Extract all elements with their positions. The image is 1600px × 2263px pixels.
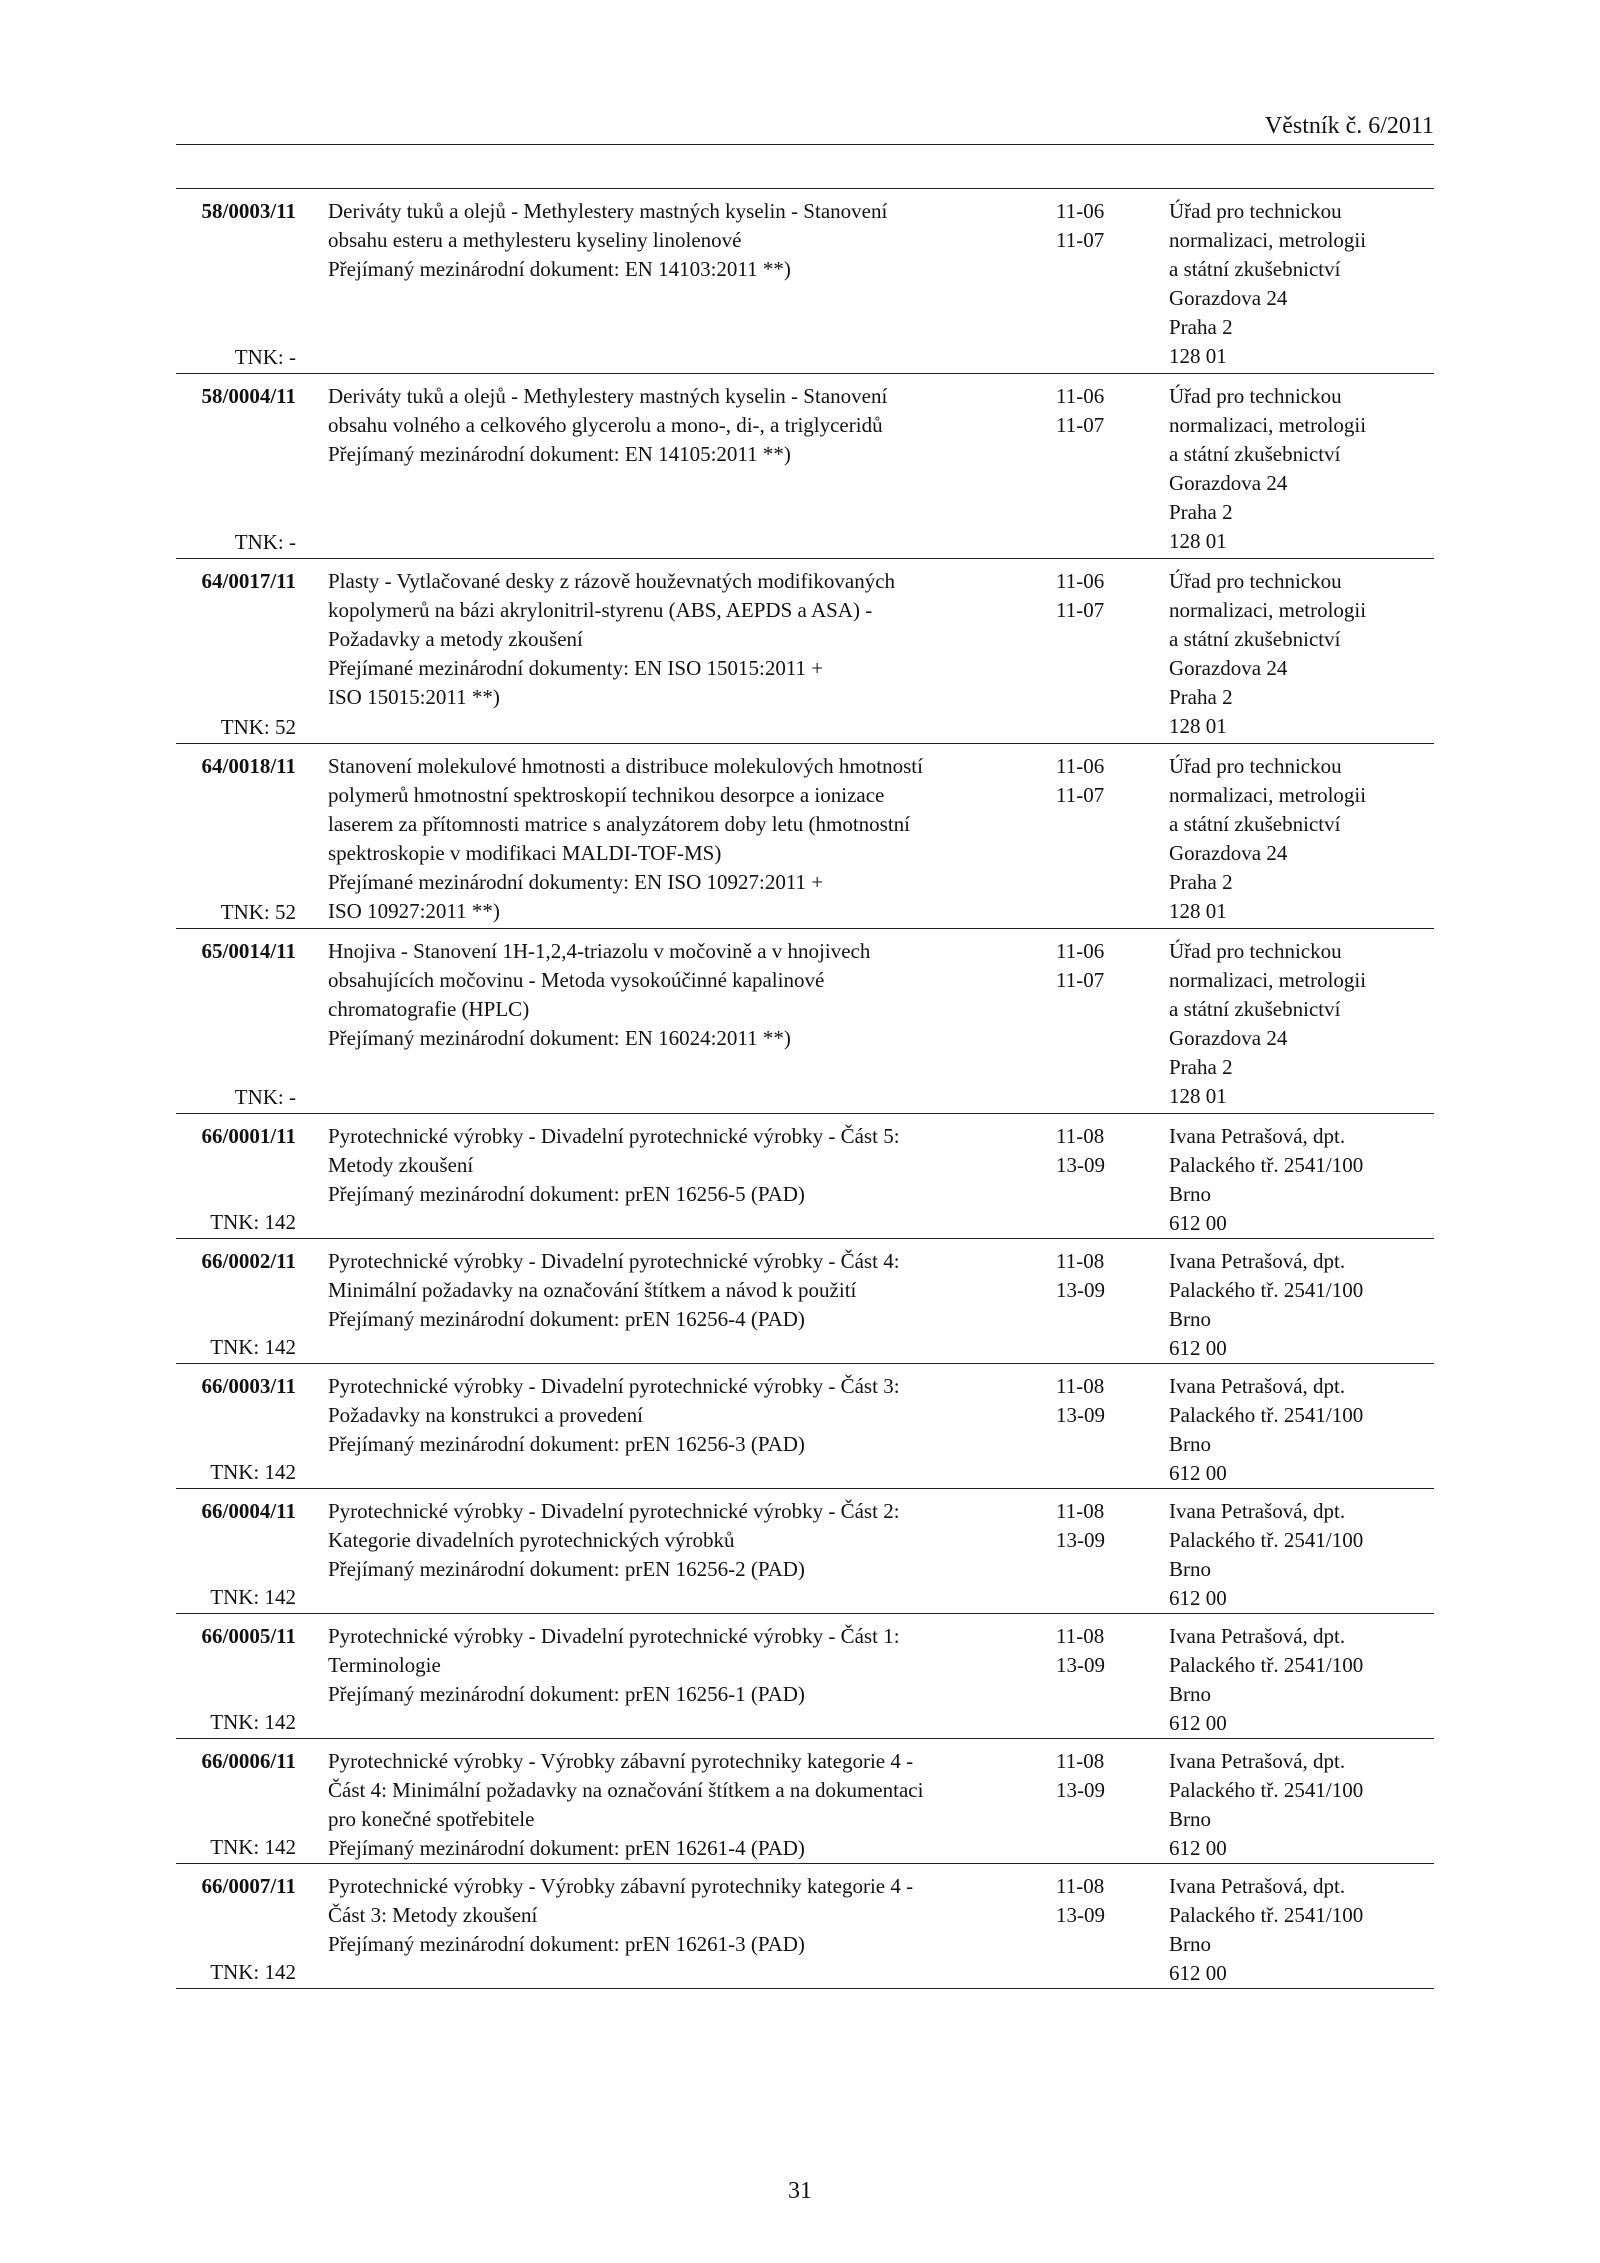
address-line: Brno	[1169, 1932, 1211, 1956]
description-line: Metody zkoušení	[328, 1153, 474, 1177]
address-line: 612 00	[1169, 1336, 1227, 1360]
description-line: Pyrotechnické výrobky - Výrobky zábavní pyrotechniky kategorie 4 -	[328, 1749, 914, 1773]
dates-column	[1056, 1872, 1136, 1930]
address-line: Gorazdova 24	[1169, 1026, 1288, 1050]
description-line: obsahu esteru a methylesteru kyseliny linolenové	[328, 228, 742, 252]
description-column	[328, 382, 1028, 469]
code-column	[176, 567, 296, 742]
dates-column	[1056, 1497, 1136, 1555]
address-line: Ivana Petrašová, dpt.	[1169, 1249, 1346, 1273]
description-line: obsahujících močovinu - Metoda vysokoúčinné kapalinové	[328, 968, 825, 992]
table-row	[176, 744, 1434, 929]
address-line: 128 01	[1169, 344, 1227, 368]
description-line: Přejímaný mezinárodní dokument: prEN 16256-4 (PAD)	[328, 1307, 805, 1331]
date-line: 11-08	[1056, 1124, 1105, 1148]
address-column	[1169, 1872, 1434, 1988]
dates-column	[1056, 567, 1136, 625]
address-line: Praha 2	[1169, 1055, 1233, 1079]
dates-column	[1056, 1622, 1136, 1680]
address-line: a státní zkušebnictví	[1169, 257, 1341, 281]
description-line: Přejímaný mezinárodní dokument: prEN 16256-1 (PAD)	[328, 1682, 805, 1706]
code-column	[176, 1872, 296, 1987]
standard-code: 66/0004/11	[201, 1499, 296, 1523]
date-line: 11-07	[1056, 413, 1105, 437]
date-line: 11-08	[1056, 1624, 1105, 1648]
tnk-label: TNK: 142	[210, 1835, 296, 1859]
address-line: 128 01	[1169, 899, 1227, 923]
dates-column	[1056, 937, 1136, 995]
address-line: 612 00	[1169, 1836, 1227, 1860]
description-line: Pyrotechnické výrobky - Divadelní pyrotechnické výrobky - Část 1:	[328, 1624, 900, 1648]
page-number: 31	[788, 2178, 812, 2204]
standard-code: 66/0007/11	[201, 1874, 296, 1898]
date-line: 11-06	[1056, 384, 1105, 408]
code-column	[176, 1372, 296, 1487]
description-line: Plasty - Vytlačované desky z rázově houževnatých modifikovaných	[328, 569, 896, 593]
tnk-label: TNK: 142	[210, 1960, 296, 1984]
dates-column	[1056, 752, 1136, 810]
bulletin-title: Věstník č. 6/2011	[1264, 113, 1434, 139]
description-column	[328, 197, 1028, 284]
description-line: chromatografie (HPLC)	[328, 997, 530, 1021]
address-line: Palackého tř. 2541/100	[1169, 1403, 1364, 1427]
date-line: 11-07	[1056, 598, 1105, 622]
description-line: Pyrotechnické výrobky - Divadelní pyrotechnické výrobky - Část 3:	[328, 1374, 900, 1398]
date-line: 13-09	[1056, 1403, 1105, 1427]
address-line: Brno	[1169, 1557, 1211, 1581]
date-line: 11-08	[1056, 1749, 1105, 1773]
description-line: Přejímaný mezinárodní dokument: prEN 16261-3 (PAD)	[328, 1932, 805, 1956]
address-line: normalizaci, metrologii	[1169, 598, 1367, 622]
address-line: a státní zkušebnictví	[1169, 812, 1341, 836]
description-line: Část 3: Metody zkoušení	[328, 1903, 538, 1927]
address-line: Ivana Petrašová, dpt.	[1169, 1499, 1346, 1523]
table-row	[176, 189, 1434, 374]
code-column	[176, 1122, 296, 1237]
address-line: Ivana Petrašová, dpt.	[1169, 1624, 1346, 1648]
address-line: Brno	[1169, 1307, 1211, 1331]
code-column	[176, 752, 296, 927]
address-line: Gorazdova 24	[1169, 471, 1288, 495]
address-line: Gorazdova 24	[1169, 841, 1288, 865]
address-column	[1169, 1247, 1434, 1363]
table-row	[176, 1114, 1434, 1239]
description-line: Přejímaný mezinárodní dokument: prEN 16256-3 (PAD)	[328, 1432, 805, 1456]
address-column	[1169, 937, 1434, 1111]
address-line: Úřad pro technickou	[1169, 384, 1342, 408]
standard-code: 66/0003/11	[201, 1374, 296, 1398]
address-line: normalizaci, metrologii	[1169, 968, 1367, 992]
date-line: 13-09	[1056, 1903, 1105, 1927]
date-line: 11-06	[1056, 939, 1105, 963]
date-line: 11-07	[1056, 783, 1105, 807]
standard-code: 66/0001/11	[201, 1124, 296, 1148]
description-line: Terminologie	[328, 1653, 441, 1677]
address-column	[1169, 1372, 1434, 1488]
description-line: laserem za přítomnosti matrice s analyzátorem doby letu (hmotnostní	[328, 812, 911, 836]
date-line: 11-06	[1056, 754, 1105, 778]
table-row	[176, 929, 1434, 1114]
table-row	[176, 1364, 1434, 1489]
address-line: 128 01	[1169, 1084, 1227, 1108]
description-column	[328, 1372, 1028, 1459]
standards-table	[176, 188, 1434, 1989]
address-column	[1169, 1747, 1434, 1863]
address-line: Úřad pro technickou	[1169, 199, 1342, 223]
address-line: 612 00	[1169, 1586, 1227, 1610]
description-line: Přejímaný mezinárodní dokument: EN 14103:2011 **)	[328, 257, 791, 281]
address-column	[1169, 752, 1434, 926]
address-column	[1169, 1497, 1434, 1613]
description-line: Přejímaný mezinárodní dokument: prEN 16261-4 (PAD)	[328, 1836, 805, 1860]
tnk-label: TNK: 142	[210, 1460, 296, 1484]
date-line: 13-09	[1056, 1653, 1105, 1677]
standard-code: 58/0004/11	[201, 384, 296, 408]
address-line: Praha 2	[1169, 500, 1233, 524]
description-column	[328, 567, 1028, 712]
date-line: 11-08	[1056, 1499, 1105, 1523]
description-column	[328, 1622, 1028, 1709]
code-column	[176, 937, 296, 1112]
description-line: Přejímané mezinárodní dokumenty: EN ISO 15015:2011 +	[328, 656, 824, 680]
address-line: Brno	[1169, 1432, 1211, 1456]
description-line: polymerů hmotnostní spektroskopií technikou desorpce a ionizace	[328, 783, 885, 807]
address-line: Praha 2	[1169, 685, 1233, 709]
description-column	[328, 1747, 1028, 1863]
description-line: Přejímaný mezinárodní dokument: prEN 16256-5 (PAD)	[328, 1182, 805, 1206]
tnk-label: TNK: 142	[210, 1335, 296, 1359]
address-line: Palackého tř. 2541/100	[1169, 1903, 1364, 1927]
address-column	[1169, 197, 1434, 371]
address-line: Úřad pro technickou	[1169, 939, 1342, 963]
address-line: normalizaci, metrologii	[1169, 783, 1367, 807]
description-column	[328, 937, 1028, 1053]
description-column	[328, 1122, 1028, 1209]
tnk-label: TNK: 52	[220, 900, 296, 924]
address-line: normalizaci, metrologii	[1169, 413, 1367, 437]
description-column	[328, 1872, 1028, 1959]
date-line: 11-06	[1056, 199, 1105, 223]
description-line: kopolymerů na bázi akrylonitril-styrenu (ABS, AEPDS a ASA) -	[328, 598, 873, 622]
address-line: 612 00	[1169, 1961, 1227, 1985]
address-line: Gorazdova 24	[1169, 286, 1288, 310]
table-row	[176, 1239, 1434, 1364]
tnk-label: TNK: 52	[220, 715, 296, 739]
table-row	[176, 1864, 1434, 1989]
description-line: Minimální požadavky na označování štítkem a návod k použití	[328, 1278, 857, 1302]
dates-column	[1056, 197, 1136, 255]
address-line: Ivana Petrašová, dpt.	[1169, 1124, 1346, 1148]
address-line: a státní zkušebnictví	[1169, 442, 1341, 466]
tnk-label: TNK: 142	[210, 1210, 296, 1234]
address-line: Ivana Petrašová, dpt.	[1169, 1374, 1346, 1398]
description-line: Požadavky a metody zkoušení	[328, 627, 583, 651]
table-row	[176, 374, 1434, 559]
address-line: Praha 2	[1169, 870, 1233, 894]
standard-code: 65/0014/11	[201, 939, 296, 963]
tnk-label: TNK: -	[234, 345, 296, 369]
table-row	[176, 1739, 1434, 1864]
address-column	[1169, 1122, 1434, 1238]
description-column	[328, 1247, 1028, 1334]
description-line: Deriváty tuků a olejů - Methylestery mastných kyselin - Stanovení	[328, 384, 888, 408]
code-column	[176, 197, 296, 372]
tnk-label: TNK: -	[234, 1085, 296, 1109]
description-line: Kategorie divadelních pyrotechnických výrobků	[328, 1528, 735, 1552]
address-line: 128 01	[1169, 529, 1227, 553]
code-column	[176, 382, 296, 557]
address-column	[1169, 1622, 1434, 1738]
description-line: Část 4: Minimální požadavky na označování štítkem a na dokumentaci	[328, 1778, 924, 1802]
description-line: Přejímaný mezinárodní dokument: prEN 16256-2 (PAD)	[328, 1557, 805, 1581]
address-line: a státní zkušebnictví	[1169, 997, 1341, 1021]
description-line: Deriváty tuků a olejů - Methylestery mastných kyselin - Stanovení	[328, 199, 888, 223]
tnk-label: TNK: -	[234, 530, 296, 554]
address-line: Úřad pro technickou	[1169, 754, 1342, 778]
address-line: Palackého tř. 2541/100	[1169, 1778, 1364, 1802]
description-column	[328, 1497, 1028, 1584]
date-line: 13-09	[1056, 1778, 1105, 1802]
address-column	[1169, 382, 1434, 556]
address-line: a státní zkušebnictví	[1169, 627, 1341, 651]
address-line: Ivana Petrašová, dpt.	[1169, 1749, 1346, 1773]
dates-column	[1056, 1122, 1136, 1180]
date-line: 13-09	[1056, 1278, 1105, 1302]
code-column	[176, 1497, 296, 1612]
address-line: Palackého tř. 2541/100	[1169, 1653, 1364, 1677]
address-line: Brno	[1169, 1807, 1211, 1831]
code-column	[176, 1747, 296, 1862]
address-line: Úřad pro technickou	[1169, 569, 1342, 593]
description-line: Stanovení molekulové hmotnosti a distribuce molekulových hmotností	[328, 754, 923, 778]
table-row	[176, 1614, 1434, 1739]
description-column	[328, 752, 1028, 926]
tnk-label: TNK: 142	[210, 1585, 296, 1609]
address-line: Gorazdova 24	[1169, 656, 1288, 680]
date-line: 11-07	[1056, 968, 1105, 992]
standard-code: 64/0017/11	[201, 569, 296, 593]
description-line: pro konečné spotřebitele	[328, 1807, 535, 1831]
code-column	[176, 1247, 296, 1362]
dates-column	[1056, 1372, 1136, 1430]
dates-column	[1056, 1747, 1136, 1805]
dates-column	[1056, 382, 1136, 440]
description-line: spektroskopie v modifikaci MALDI-TOF-MS)	[328, 841, 722, 865]
table-row	[176, 559, 1434, 744]
date-line: 11-08	[1056, 1374, 1105, 1398]
description-line: Pyrotechnické výrobky - Výrobky zábavní pyrotechniky kategorie 4 -	[328, 1874, 914, 1898]
address-line: Brno	[1169, 1682, 1211, 1706]
date-line: 11-07	[1056, 228, 1105, 252]
tnk-label: TNK: 142	[210, 1710, 296, 1734]
address-line: 612 00	[1169, 1711, 1227, 1735]
description-line: Přejímané mezinárodní dokumenty: EN ISO 10927:2011 +	[328, 870, 824, 894]
date-line: 13-09	[1056, 1528, 1105, 1552]
standard-code: 66/0002/11	[201, 1249, 296, 1273]
code-column	[176, 1622, 296, 1737]
date-line: 11-08	[1056, 1249, 1105, 1273]
date-line: 11-08	[1056, 1874, 1105, 1898]
standard-code: 64/0018/11	[201, 754, 296, 778]
description-line: obsahu volného a celkového glycerolu a mono-, di-, a triglyceridů	[328, 413, 883, 437]
address-line: Ivana Petrašová, dpt.	[1169, 1874, 1346, 1898]
address-line: 128 01	[1169, 714, 1227, 738]
description-line: Požadavky na konstrukci a provedení	[328, 1403, 643, 1427]
standard-code: 66/0006/11	[201, 1749, 296, 1773]
table-row	[176, 1489, 1434, 1614]
address-line: 612 00	[1169, 1211, 1227, 1235]
description-line: Přejímaný mezinárodní dokument: EN 14105:2011 **)	[328, 442, 791, 466]
description-line: ISO 15015:2011 **)	[328, 685, 500, 709]
standard-code: 66/0005/11	[201, 1624, 296, 1648]
description-line: Pyrotechnické výrobky - Divadelní pyrotechnické výrobky - Část 5:	[328, 1124, 900, 1148]
description-line: Pyrotechnické výrobky - Divadelní pyrotechnické výrobky - Část 4:	[328, 1249, 900, 1273]
address-line: Palackého tř. 2541/100	[1169, 1153, 1364, 1177]
address-line: 612 00	[1169, 1461, 1227, 1485]
address-line: Praha 2	[1169, 315, 1233, 339]
page-header	[176, 112, 1434, 145]
address-line: Palackého tř. 2541/100	[1169, 1528, 1364, 1552]
date-line: 11-06	[1056, 569, 1105, 593]
address-line: normalizaci, metrologii	[1169, 228, 1367, 252]
address-line: Brno	[1169, 1182, 1211, 1206]
description-line: Pyrotechnické výrobky - Divadelní pyrotechnické výrobky - Část 2:	[328, 1499, 900, 1523]
dates-column	[1056, 1247, 1136, 1305]
description-line: ISO 10927:2011 **)	[328, 899, 500, 923]
address-line: Palackého tř. 2541/100	[1169, 1278, 1364, 1302]
date-line: 13-09	[1056, 1153, 1105, 1177]
standard-code: 58/0003/11	[201, 199, 296, 223]
address-column	[1169, 567, 1434, 741]
description-line: Přejímaný mezinárodní dokument: EN 16024:2011 **)	[328, 1026, 791, 1050]
description-line: Hnojiva - Stanovení 1H-1,2,4-triazolu v močovině a v hnojivech	[328, 939, 871, 963]
